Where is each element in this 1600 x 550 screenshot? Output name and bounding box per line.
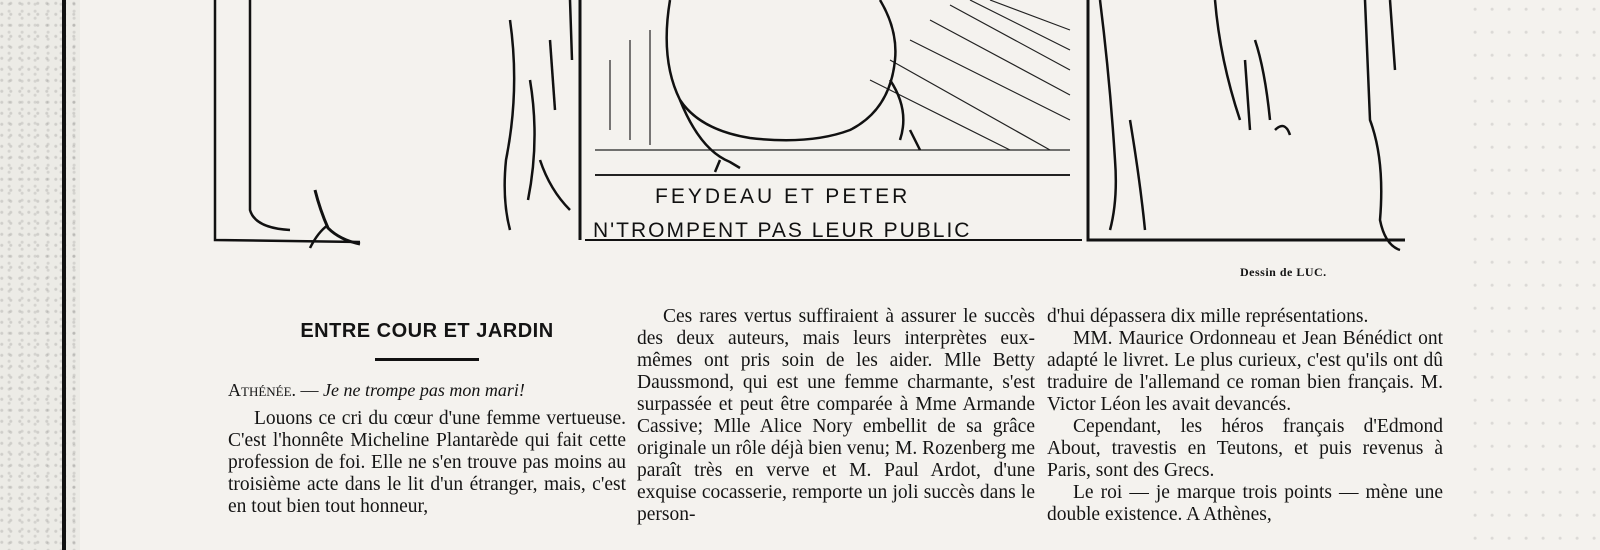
review-heading: Athénée. — Je ne trompe pas mon mari!: [228, 380, 525, 400]
page-border-rule: [62, 0, 66, 550]
play-title: Je ne trompe pas mon mari!: [323, 380, 525, 400]
paragraph-continuation: d'hui dépassera dix mille représentations.: [1047, 306, 1369, 327]
cartoon-illustration: [210, 0, 1440, 262]
theatre-name: Athénée.: [228, 380, 297, 400]
page-right-margin: [1470, 0, 1600, 550]
paragraph: Le roi — je marque trois points — mène une double existence. A Athènes,: [1047, 482, 1443, 525]
caption-line-1: FEYDEAU ET PETER: [655, 185, 911, 208]
illustration-credit: Dessin de LUC.: [1240, 265, 1327, 279]
paragraph: MM. Maurice Ordonneau et Jean Bénédict ont adapté le livret. Le plus curieux, c'est qu'ils ont dû traduire de l'allemand ce roman bien français. M. Victor Léon les avait devancés.: [1047, 328, 1443, 415]
caption-line-2: N'TROMPENT PAS LEUR PUBLIC: [593, 219, 972, 242]
article-column-1: [228, 320, 626, 518]
section-title: ENTRE COUR ET JARDIN: [300, 320, 554, 342]
page-edge-margin: [0, 0, 80, 550]
title-rule: [375, 358, 479, 361]
paragraph: Cependant, les héros français d'Edmond About, travestis en Teutons, et puis revenus à Paris, sont des Grecs.: [1047, 416, 1443, 481]
article-column-3: [1047, 306, 1443, 526]
cartoon-drawing: [210, 0, 1440, 262]
article-column-2: [637, 306, 1035, 526]
paragraph: Ces rares vertus suffiraient à assurer le succès des deux auteurs, mais leurs interprètes eux-mêmes ont pris soin de les aider. Mlle Betty Daussmond, qui est une femme charmante, s'est surpassée et peut être comparée à Mme Armande Cassive; Mlle Alice Nory embellit de sa grâce originale un rôle déjà bien venu; M. Rozenberg me paraît très en verve et M. Paul Ardot, d'une exquise cocasserie, remporte un joli succès dans le person-: [637, 306, 1035, 525]
paragraph: Louons ce cri du cœur d'une femme vertueuse. C'est l'honnête Micheline Plantarède qui fait cette profession de foi. Elle ne s'en trouve pas moins au troisième acte dans le lit d'un étranger, mais, c'est en tout bien tout honneur,: [228, 408, 626, 517]
